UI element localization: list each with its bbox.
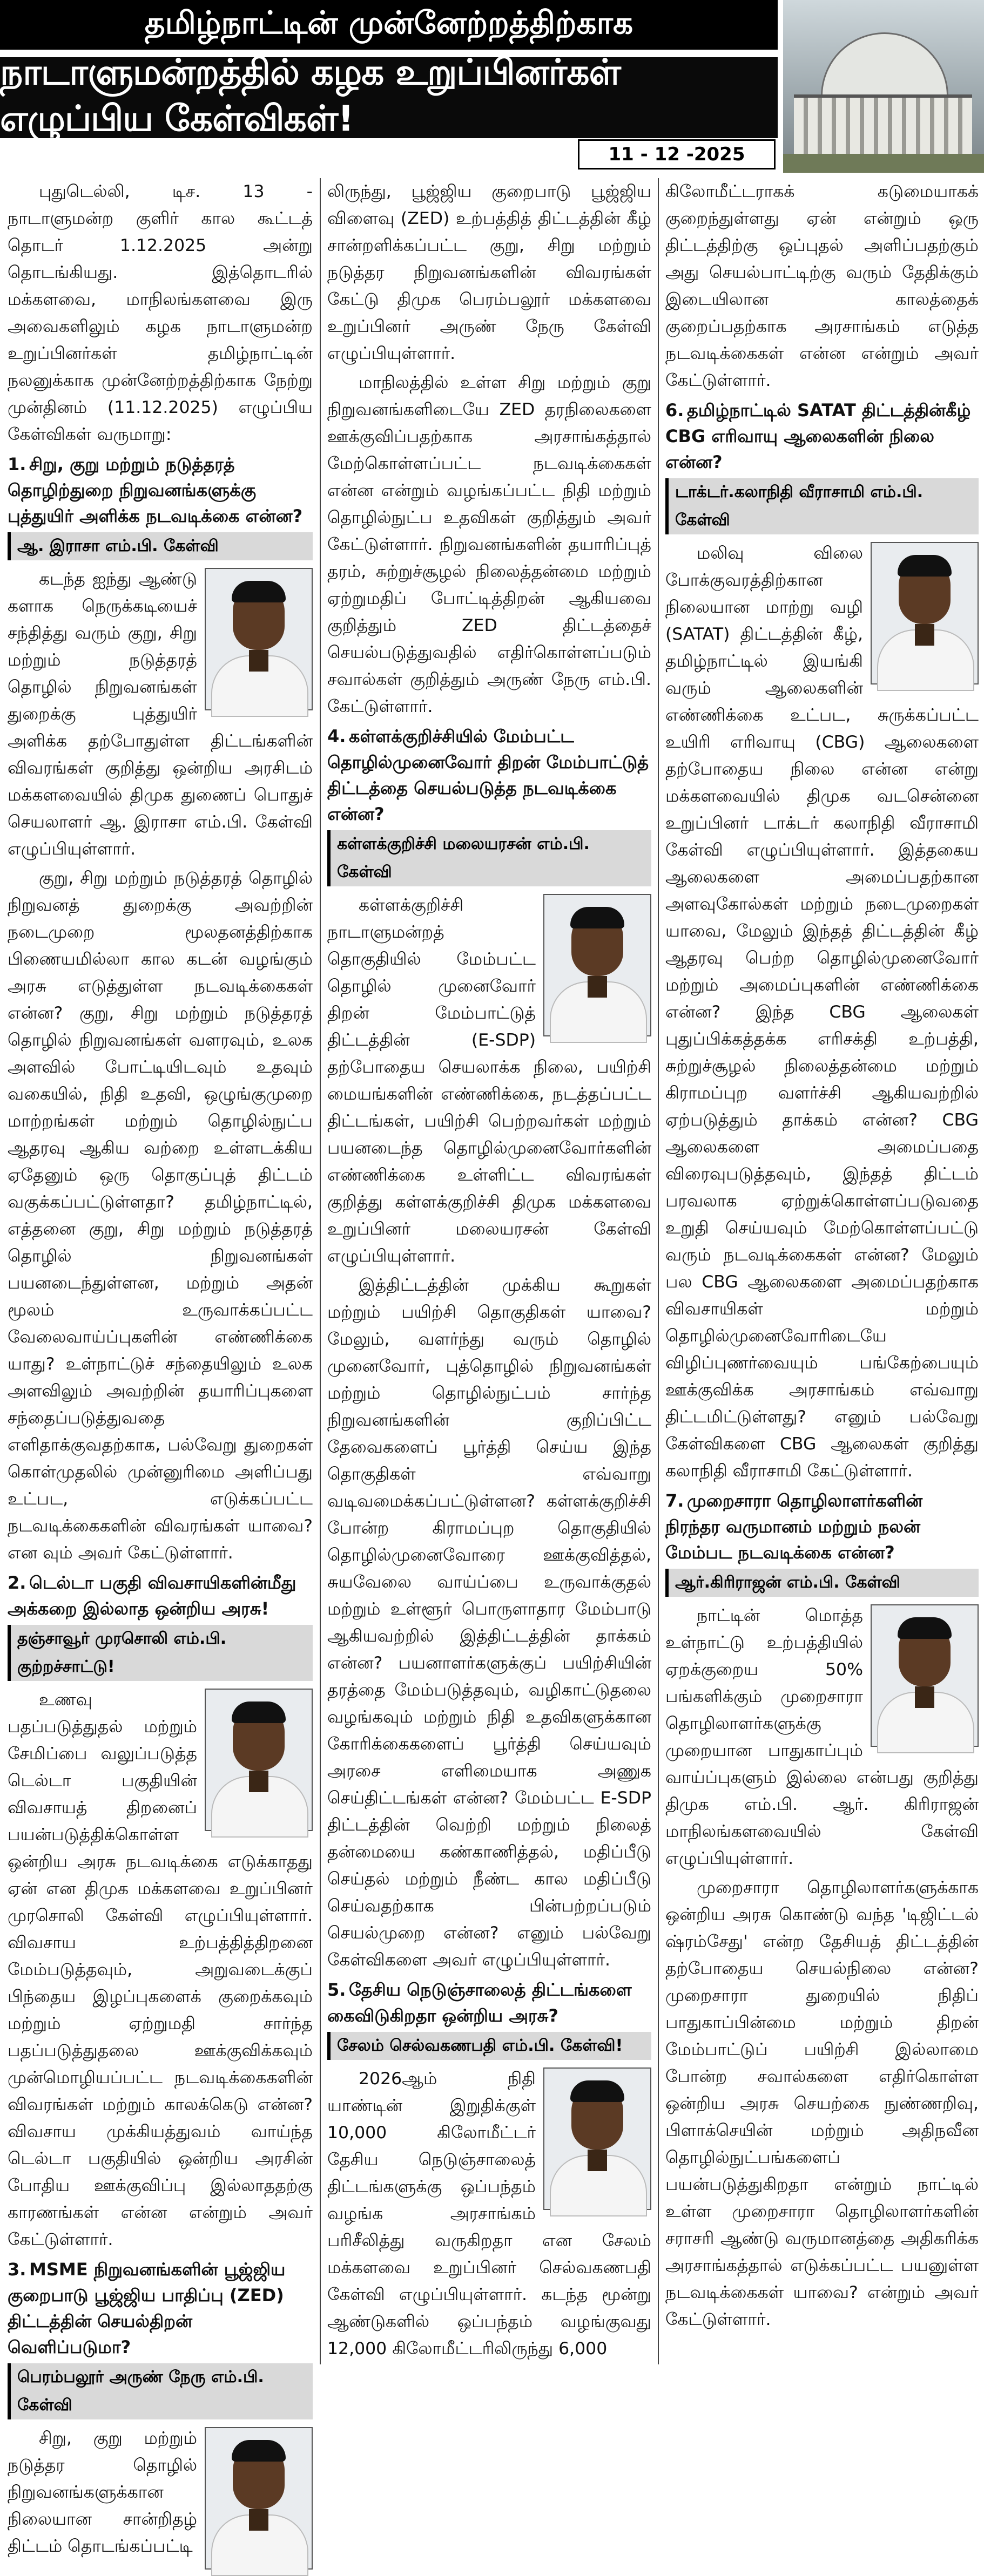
question-2-heading [8, 1570, 313, 1622]
question-6-heading [665, 397, 979, 475]
mp-photo [543, 2067, 651, 2210]
question-1-asker-bar: ஆ. இராசா எம்.பி. கேள்வி [8, 532, 313, 560]
paragraph: 2026ஆம் நிதி யாண்டின் இறுதிக்குள் 10,000 கிலோமீட்டர் தேசிய நெடுஞ்சாலைத் திட்டங்களுக்கு ஒப்பந்தம் வழங்க அரசாங்கம் பரிசீலித்து வருகிறதா என சேலம் மக்களவை உறுப்பினர் செல்வகணபதி கேள்வி எழுப்பியுள்ளார். கடந்த மூன்று ஆண்டுகளில் ஒப்பந்தம் வழங்குவது 12,000 கிலோமீட்டரிலிருந்து 6,000 [327, 2069, 651, 2358]
question-title: டெல்டா பகுதி விவசாயிகளின்மீது அக்கறை இல்லாத ஒன்றிய அரசு! [8, 1572, 296, 1619]
paragraph: மலிவு விலை போக்குவரத்திற்கான நிலையான மாற்று வழி (SATAT) திட்டத்தின் கீழ், தமிழ்நாட்டில் இயங்கி வரும் ஆலைகளின் எண்ணிக்கை உட்பட, சுருக்கப்பட்ட உயிரி எரிவாயு (CBG) ஆலைகளை தற்போதைய நிலை என்ன என்று மக்களவையில் திமுக வடசென்னை உறுப்பினர் டாக்டர் கலாநிதி வீராசாமி கேள்வி எழுப்பியுள்ளார். இத்தகைய ஆலைகளை அமைப்பதற்கான அளவுகோல்கள் மற்றும் நடைமுறைகள் யாவை, மேலும் இந்தத் திட்டத்தின் கீழ் ஆதரவு பெற்ற தொழில்முனைவோர் மற்றும் அமைப்புகளின் எண்ணிக்கை என்ன? இந்த CBG ஆலைகள் புதுப்பிக்கத்தக்க எரிசக்தி உற்பத்தி, சுற்றுச்சூழல் நிலைத்தன்மை மற்றும் கிராமப்புற வளர்ச்சி ஆகியவற்றில் ஏற்படுத்தும் தாக்கம் என்ன? CBG ஆலைகளை அமைப்பதை விரைவுபடுத்தவும், இந்தத் திட்டம் பரவலாக ஏற்றுக்கொள்ளப்படுவதை உறுதி செய்யவும் மேற்கொள்ளப்பட்டு வரும் நடவடிக்கைகள் என்ன? மேலும் பல CBG ஆலைகளை அமைப்பதற்காக விவசாயிகள் மற்றும் தொழில்முனைவோரிடையே விழிப்புணர்வையும் பங்கேற்பையும் ஊக்குவிக்க அரசாங்கம் எவ்வாறு திட்டமிட்டுள்ளது? எனும் பல்வேறு கேள்விகளை CBG ஆலைகள் குறித்து கலாநிதி வீராசாமி கேட்டுள்ளார். [665, 544, 979, 1481]
mp-photo [205, 568, 313, 710]
question-4-asker-bar: கள்ளக்குறிச்சி மலையரசன் எம்.பி. கேள்வி [327, 830, 651, 886]
question-title: கள்ளக்குறிச்சியில் மேம்பட்ட தொழில்முனைவோர் திறன் மேம்பாட்டுத் திட்டத்தை செயல்படுத்த நடவடிக்கை என்ன? [327, 726, 649, 824]
paragraph: நாட்டின் மொத்த உள்நாட்டு உற்பத்தியில் ஏறக்குறைய 50% பங்களிக்கும் முறைசாரா தொழிலாளர்களுக்கு முறையான பாதுகாப்பும் வாய்ப்புகளும் இல்லை என்பது குறித்து திமுக எம்.பி. ஆர். கிரிராஜன் மாநிலங்களவையில் கேள்வி எழுப்பியுள்ளார். [665, 1606, 979, 1868]
date-badge: 11 - 12 -2025 [578, 139, 776, 170]
paragraph: கிலோமீட்டராகக் கடுமையாகக் குறைந்துள்ளது ஏன் என்றும் ஒரு திட்டத்திற்கு ஒப்புதல் அளிப்பதற்கும் அது செயல்பாட்டிற்கு வரும் தேதிக்கும் இடையிலான காலத்தைக் குறைப்பதற்காக அரசாங்கம் எடுத்த நடவடிக்கைகள் என்ன என்றும் அவர் கேட்டுள்ளார். [665, 182, 979, 390]
question-5-heading [327, 1977, 651, 2029]
paragraph: குறு, சிறு மற்றும் நடுத்தரத் தொழில் நிறுவனத் துறைக்கு அவற்றின் நடைமுறை மூலதனத்திற்காக பிணையமில்லா கால கடன் வழங்கும் அரசு எடுத்துள்ள நடவடிக்கைகள் என்ன? குறு, சிறு மற்றும் நடுத்தரத் தொழில் நிறுவனங்கள் வளரவும், உலக அளவில் போட்டியிடவும் உதவும் வகையில், நிதி உதவி, ஒழுங்குமுறை மாற்றங்கள் மற்றும் தொழில்நுட்ப ஆதரவு ஆகிய வற்றை உள்ளடக்கிய ஏதேனும் ஒரு தொகுப்புத் திட்டம் வகுக்கப்பட்டுள்ளதா? தமிழ்நாட்டில், எத்தனை குறு, சிறு மற்றும் நடுத்தரத் தொழில் நிறுவனங்கள் பயனடைந்துள்ளன, மற்றும் அதன் மூலம் உருவாக்கப்பட்ட வேலைவாய்ப்புகளின் எண்ணிக்கை யாது? உள்நாட்டுச் சந்தையிலும் உலக அளவிலும் அவற்றின் தயாரிப்புகளை சந்தைப்படுத்துவதை எளிதாக்குவதற்காக, பல்வேறு துறைகள் கொள்முதலில் முன்னுரிமை அளிப்பது உட்பட, எடுக்கப்பட்ட நடவடிக்கைகளின் விவரங்கள் யாவை? என வும் அவர் கேட்டுள்ளார். [8, 869, 313, 1563]
question-4-heading [327, 723, 651, 827]
column-3 [665, 178, 979, 2364]
question-title: MSME நிறுவனங்களின் பூஜ்ஜிய குறைபாடு பூஜ்ஜிய பாதிப்பு (ZED) திட்டத்தின் செயல்திறன் வெளிப்படுமா? [8, 2259, 286, 2357]
question-title: தேசிய நெடுஞ்சாலைத் திட்டங்களை கைவிடுகிறதா ஒன்றிய அரசு? [327, 1980, 632, 2026]
header-main-title: நாடாளுமன்றத்தில் கழக உறுப்பினர்கள் எழுப்பிய கேள்விகள்! [0, 54, 778, 138]
question-number: 5. [327, 1980, 346, 2000]
question-title: தமிழ்நாட்டில் SATAT திட்டத்தின்கீழ் CBG எரிவாயு ஆலைகளின் நிலை என்ன? [665, 400, 971, 472]
question-3-asker-bar: பெரம்பலூர் அருண் நேரு எம்.பி. கேள்வி [8, 2363, 313, 2419]
question-2-asker-bar: தஞ்சாவூர் முரசொலி எம்.பி. குற்றச்சாட்டு! [8, 1625, 313, 1681]
header-top-title: தமிழ்நாட்டின் முன்னேற்றத்திற்காக [0, 0, 778, 50]
mp-photo [543, 894, 651, 1036]
question-title: முறைசாரா தொழிலாளர்களின் நிரந்தர வருமானம் மற்றும் நலன் மேம்பட நடவடிக்கை என்ன? [665, 1490, 923, 1563]
parliament-building-image [783, 0, 984, 173]
intro-paragraph: புதுடெல்லி, டிச. 13 - நாடாளுமன்ற குளிர் கால கூட்டத் தொடர் 1.12.2025 அன்று தொடங்கியது. இத்தொடரில் மக்களவை, மாநிலங்களவை இரு அவைகளிலும் கழக நாடாளுமன்ற உறுப்பினர்கள் தமிழ்நாட்டின் நலனுக்காக முன்னேற்றத்திற்காக நேற்று முன்தினம் (11.12.2025) எழுப்பிய கேள்விகள் வருமாறு: [8, 182, 313, 444]
column-1 [8, 178, 313, 2556]
question-title: சிறு, குறு மற்றும் நடுத்தரத் தொழிற்துறை நிறுவனங்களுக்கு புத்துயிர் அளிக்க நடவடிக்கை என்ன? [8, 454, 303, 526]
question-7-asker-bar: ஆர்.கிரிராஜன் எம்.பி. கேள்வி [665, 1569, 979, 1597]
column-2 [327, 178, 651, 2364]
mp-photo [871, 1604, 979, 1747]
question-number: 7. [665, 1490, 684, 1511]
mp-photo [205, 2427, 313, 2570]
paragraph: சிறு, குறு மற்றும் நடுத்தர தொழில் நிறுவனங்களுக்கான நிலையான சான்றிதழ் திட்டம் தொடங்கப்பட்டி [8, 2429, 197, 2556]
paragraph: லிருந்து, பூஜ்ஜிய குறைபாடு பூஜ்ஜிய விளைவு (ZED) உற்பத்தித் திட்டத்தின் கீழ் சான்றளிக்கப்பட்ட குறு, சிறு மற்றும் நடுத்தர நிறுவனங்களின் விவரங்கள் கேட்டு திமுக பெரம்பலூர் மக்களவை உறுப்பினர் அருண் நேரு கேள்வி எழுப்பியுள்ளார். [327, 182, 651, 363]
page-header [0, 0, 984, 173]
paragraph: கள்ளக்குறிச்சி நாடாளுமன்றத் தொகுதியில் மேம்பட்ட தொழில் முனைவோர் திறன் மேம்பாட்டுத் திட்டத்தின் (E-SDP) தற்போதைய செயலாக்க நிலை, பயிற்சி மையங்களின் எண்ணிக்கை, நடத்தப்பட்ட திட்டங்கள், பயிற்சி பெற்றவர்கள் மற்றும் பயனடைந்த தொழில்முனைவோர்களின் எண்ணிக்கை உள்ளிட்ட விவரங்கள் குறித்து கள்ளக்குறிச்சி திமுக மக்களவை உறுப்பினர் மலையரசன் கேள்வி எழுப்பியுள்ளார். [327, 896, 651, 1266]
question-number: 4. [327, 726, 346, 747]
question-1-heading [8, 451, 313, 529]
question-number: 3. [8, 2259, 26, 2280]
question-5-asker-bar: சேலம் செல்வகணபதி எம்.பி. கேள்வி! [327, 2032, 651, 2060]
paragraph: இத்திட்டத்தின் முக்கிய கூறுகள் மற்றும் பயிற்சி தொகுதிகள் யாவை? மேலும், வளர்ந்து வரும் தொழில் முனைவோர், புத்தொழில் நிறுவனங்கள் மற்றும் தொழில்நுட்பம் சார்ந்த நிறுவனங்களின் குறிப்பிட்ட தேவைகளைப் பூர்த்தி செய்ய இந்த தொகுதிகள் எவ்வாறு வடிவமைக்கப்பட்டுள்ளன? கள்ளக்குறிச்சி போன்ற கிராமப்புற தொகுதியில் தொழில்முனைவோரை ஊக்குவித்தல், சுயவேலை வாய்ப்பை உருவாக்குதல் மற்றும் உள்ளூர் பொருளாதார மேம்பாடு ஆகியவற்றில் இத்திட்டத்தின் தாக்கம் என்ன? பயனாளர்களுக்குப் பயிற்சியின் தரத்தை மேம்படுத்தவும், வழிகாட்டுதலை வழங்கவும் மற்றும் நிதி உதவிகளுக்கான கோரிக்கைகளைப் பூர்த்தி செய்யவும் அரசை எளிமையாக அணுக செய்திட்டங்கள் என்ன? மேம்பட்ட E-SDP திட்டத்தின் வெற்றி மற்றும் நிலைத் தன்மையை கண்காணித்தல், மதிப்பீடு செய்தல் மற்றும் நீண்ட கால மதிப்பீடு செய்வதற்காக பின்பற்றப்படும் செயல்முறை என்ன? எனும் பல்வேறு கேள்விகளை அவர் எழுப்பியுள்ளார். [327, 1276, 651, 1970]
paragraph: கடந்த ஐந்து ஆண்டு களாக நெருக்கடியைச் சந்தித்து வரும் குறு, சிறு மற்றும் நடுத்தரத் தொழில் நிறுவனங்கள் துறைக்கு புத்துயிர் அளிக்க தற்போதுள்ள திட்டங்களின் விவரங்கள் குறித்து ஒன்றிய அரசிடம் மக்களவையில் திமுக துணைப் பொதுச் செயலாளர் ஆ. இராசா எம்.பி. கேள்வி எழுப்பியுள்ளார். [8, 570, 313, 859]
question-3-heading [8, 2256, 313, 2360]
mp-photo [871, 542, 979, 684]
question-number: 1. [8, 454, 26, 474]
mp-photo [205, 1689, 313, 1831]
paragraph: மாநிலத்தில் உள்ள சிறு மற்றும் குறு நிறுவனங்களிடையே ZED தரநிலைகளை ஊக்குவிப்பதற்காக அரசாங்கத்தால் மேற்கொள்ளப்பட்ட நடவடிக்கைகள் என்ன என்றும் வழங்கப்பட்ட நிதி மற்றும் தொழில்நுட்ப உதவிகள் குறித்தும் அவர் கேட்டுள்ளார். நிறுவனங்களின் தயாரிப்புத் தரம், சுற்றுச்சூழல் நிலைத்தன்மை மற்றும் ஏற்றுமதிப் போட்டித்திறன் ஆகியவை குறித்தும் ZED திட்டத்தைச் செயல்படுத்துவதில் எதிர்கொள்ளப்படும் சவால்கள் குறித்தும் அருண் நேரு எம்.பி. கேட்டுள்ளார். [327, 373, 651, 716]
question-number: 6. [665, 400, 684, 421]
column-divider [658, 178, 659, 2364]
paragraph: முறைசாரா தொழிலாளர்களுக்காக ஒன்றிய அரசு கொண்டு வந்த 'டிஜிட்டல் ஷ்ரம்சேது' என்ற தேசியத் திட்டத்தின் தற்போதைய செயல்நிலை என்ன? முறைசாரா துறையில் நிதிப் பாதுகாப்பின்மை மற்றும் திறன் மேம்பாட்டுப் பயிற்சி இல்லாமை போன்ற சவால்களை எதிர்கொள்ள ஒன்றிய அரசு செயற்கை நுண்ணறிவு, பிளாக்செயின் மற்றும் அதிநவீன தொழில்நுட்பங்களைப் பயன்படுத்துகிறதா என்றும் நாட்டில் உள்ள முறைசாரா தொழிலாளர்களின் சராசரி ஆண்டு வருமானத்தை அதிகரிக்க அரசாங்கத்தால் எடுக்கப்பட்ட பயனுள்ள நடவடிக்கைகள் யாவை? என்றும் அவர் கேட்டுள்ளார். [665, 1878, 979, 2329]
question-7-heading [665, 1488, 979, 1565]
column-divider [320, 178, 321, 2364]
paragraph: உணவு பதப்படுத்துதல் மற்றும் சேமிப்பை வலுப்படுத்த டெல்டா பகுதியின் விவசாயத் திறனைப் பயன்படுத்திக்கொள்ள ஒன்றிய அரசு நடவடிக்கை எடுக்காதது ஏன் என திமுக மக்களவை உறுப்பினர் முரசொலி கேள்வி எழுப்பியுள்ளார். விவசாய உற்பத்தித்திறனை மேம்படுத்தவும், அறுவடைக்குப் பிந்தைய இழப்புகளைக் குறைக்கவும் மற்றும் ஏற்றுமதி சார்ந்த பதப்படுத்துதலை ஊக்குவிக்கவும் முன்மொழியப்பட்ட நடவடிக்கைகளின் விவரங்கள் மற்றும் காலக்கெடு என்ன? விவசாய முக்கியத்துவம் வாய்ந்த டெல்டா பகுதியில் ஒன்றிய அரசின் போதிய ஊக்குவிப்பு இல்லாததற்கு காரணங்கள் என்ன என்றும் அவர் கேட்டுள்ளார். [8, 1690, 313, 2249]
question-number: 2. [8, 1572, 26, 1593]
question-6-asker-bar: டாக்டர்.கலாநிதி வீராசாமி எம்.பி. கேள்வி [665, 478, 979, 534]
